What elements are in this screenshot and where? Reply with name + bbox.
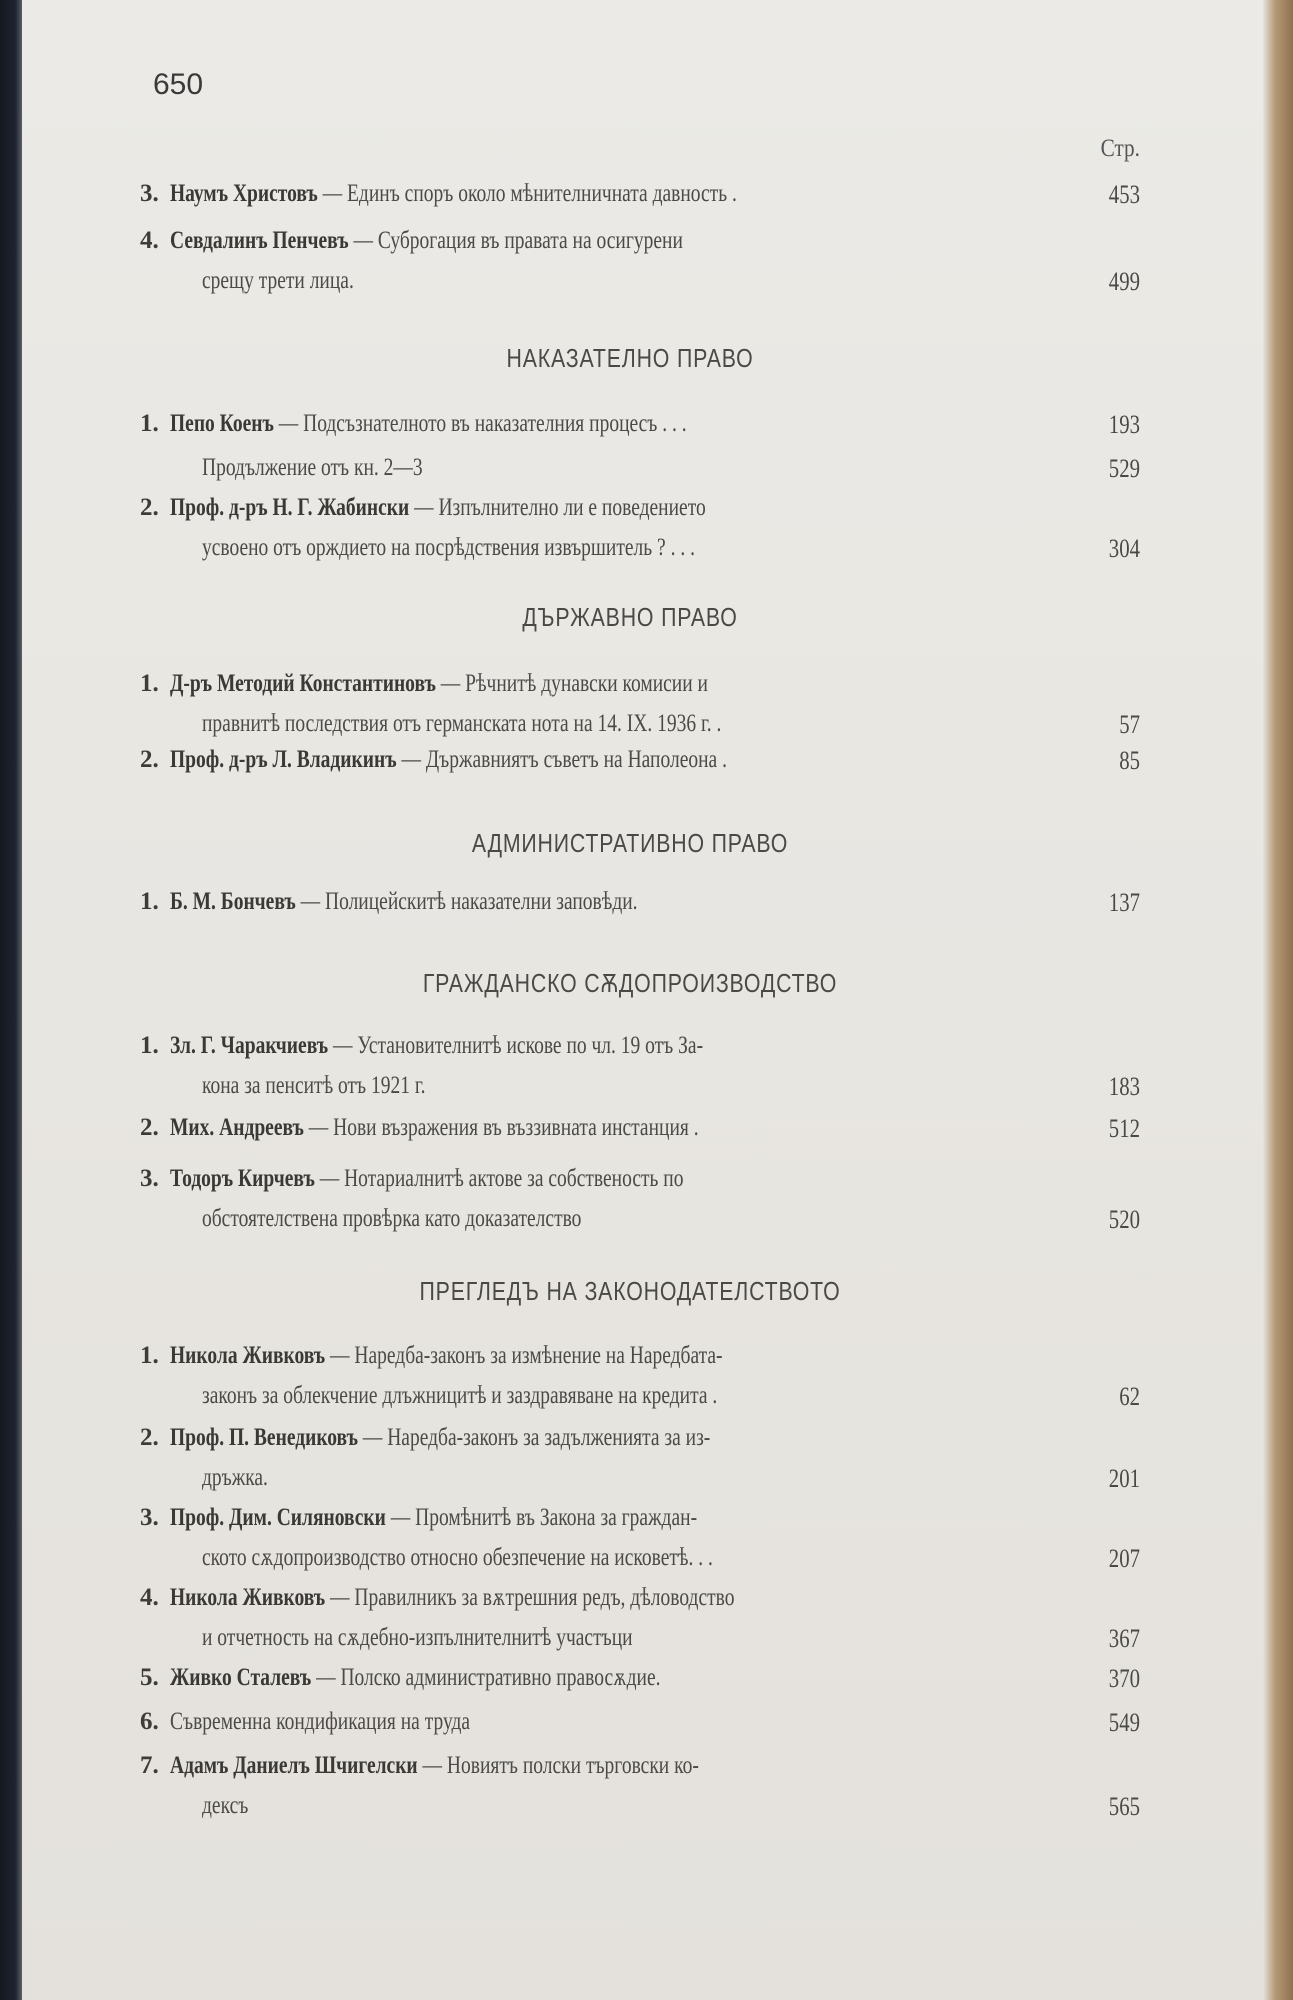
toc-entry-line <box>140 1664 1140 1704</box>
toc-entry-line <box>140 227 1140 267</box>
entry-text <box>170 1664 660 1692</box>
entry-text <box>202 1792 248 1820</box>
entry-author: Проф. Дим. Силяновски <box>170 1504 391 1531</box>
toc-entry-line <box>140 888 1140 928</box>
entry-text <box>202 1464 268 1492</box>
toc-entry[interactable] <box>140 1114 1140 1154</box>
entry-author: Д-ръ Методий Константиновъ <box>170 670 441 697</box>
entry-page-number: 137 <box>1108 888 1140 917</box>
toc-entry-line <box>140 180 1140 220</box>
entry-text <box>202 534 695 562</box>
toc-entry-line <box>140 410 1140 450</box>
section-title: ГРАЖДАНСКО СѪДОПРОИЗВОДСТВО <box>422 968 838 998</box>
entry-title: кона за пенситѣ отъ 1921 г. <box>202 1072 426 1099</box>
entry-page-number: 183 <box>1108 1072 1140 1101</box>
entry-page-number: 207 <box>1108 1544 1140 1573</box>
entry-text <box>170 1752 699 1780</box>
toc-entry-line <box>140 454 1140 494</box>
entry-text <box>170 494 706 522</box>
entry-text <box>170 227 683 255</box>
entry-text <box>170 670 708 698</box>
entry-text <box>202 1382 717 1410</box>
entry-number: 6. <box>140 1708 159 1735</box>
entry-number: 2. <box>140 1424 159 1451</box>
toc-entry-line <box>140 710 1140 750</box>
toc-entry[interactable] <box>140 227 1140 307</box>
toc-entry[interactable] <box>140 746 1140 786</box>
toc-entry-line <box>140 494 1140 534</box>
entry-page-number: 370 <box>1108 1664 1140 1693</box>
entry-title: обстоятелствена провѣрка като доказателство <box>202 1205 582 1232</box>
entry-page-number: 520 <box>1108 1205 1140 1234</box>
entry-number: 3. <box>140 1504 159 1531</box>
page-column-header: Стр. <box>1100 135 1140 162</box>
entry-text <box>202 1205 581 1233</box>
entry-page-number: 529 <box>1108 454 1140 483</box>
toc-entry[interactable] <box>140 1032 1140 1112</box>
entry-author: Зл. Г. Чаракчиевъ <box>170 1032 333 1059</box>
entry-page-number: 304 <box>1108 534 1140 563</box>
entry-title: дръжка. <box>202 1464 268 1491</box>
toc-entry[interactable] <box>140 180 1140 220</box>
entry-page-number: 512 <box>1108 1114 1140 1143</box>
toc-entry-line <box>140 1165 1140 1205</box>
toc-entry-line <box>140 670 1140 710</box>
entry-number: 4. <box>140 227 159 254</box>
toc-entry-line <box>140 1114 1140 1154</box>
entry-number: 1. <box>140 670 159 697</box>
entry-page-number: 453 <box>1108 180 1140 209</box>
entry-text <box>170 1708 470 1736</box>
toc-entry[interactable] <box>140 670 1140 750</box>
entry-text <box>170 1584 734 1612</box>
book-page-edge <box>1263 0 1293 2000</box>
entry-title: — Наредба-законъ за задълженията за из- <box>362 1424 711 1451</box>
entry-author: Тодоръ Кирчевъ <box>170 1165 320 1192</box>
entry-text <box>202 454 423 482</box>
entry-title: и отчетность на сѫдебно-изпълнителнитѣ участъци <box>202 1624 633 1651</box>
toc-entry[interactable] <box>140 1165 1140 1245</box>
toc-entry-line <box>140 267 1140 307</box>
entry-title: ското сѫдопроизводство относно обезпечение на исковетѣ. . . <box>202 1544 713 1571</box>
entry-author: Б. М. Бончевъ <box>170 888 301 915</box>
section-title: ДЪРЖАВНО ПРАВО <box>522 602 738 632</box>
entry-page-number: 57 <box>1119 710 1140 739</box>
entry-title: Продължение отъ кн. 2—3 <box>202 454 423 481</box>
entry-title: правнитѣ последствия отъ германската нота на 14. IX. 1936 г. . <box>202 710 722 737</box>
entry-text <box>202 267 354 295</box>
toc-entry[interactable] <box>140 888 1140 928</box>
entry-page-number: 193 <box>1108 410 1140 439</box>
entry-title: — Промѣнитѣ въ Закона за граждан- <box>390 1504 698 1531</box>
entry-author: Пепо Коенъ <box>170 410 279 437</box>
entry-author: Живко Сталевъ <box>170 1664 317 1691</box>
entry-number: 3. <box>140 1165 159 1192</box>
entry-page-number: 62 <box>1119 1382 1140 1411</box>
toc-entry-line <box>140 746 1140 786</box>
toc-entry-line <box>140 1504 1140 1544</box>
toc-entry[interactable] <box>140 1752 1140 1832</box>
entry-title: — Новиятъ полски търговски ко- <box>422 1752 699 1779</box>
entry-title: — Изпълнително ли е поведението <box>414 494 706 521</box>
entry-text <box>202 1544 713 1572</box>
page-number: 650 <box>153 68 204 101</box>
entry-title: срещу трети лица. <box>202 267 354 294</box>
entry-text <box>170 1342 723 1370</box>
toc-entry-line <box>140 1708 1140 1748</box>
toc-entry[interactable] <box>140 454 1140 494</box>
entry-number: 1. <box>140 410 159 437</box>
entry-text <box>170 1114 699 1142</box>
toc-entry[interactable] <box>140 1424 1140 1504</box>
entry-title: — Нови възражения въ въззивната инстанция . <box>308 1114 699 1141</box>
section-title: АДМИНИСТРАТИВНО ПРАВО <box>471 828 789 858</box>
entry-text <box>170 410 687 438</box>
section-title: ПРЕГЛЕДЪ НА ЗАКОНОДАТЕЛСТВОТО <box>419 1276 841 1306</box>
book-spine-shadow <box>0 0 22 2000</box>
entry-title: — Рѣчнитѣ дунавски комисии и <box>440 670 708 697</box>
entry-text <box>202 1624 633 1652</box>
entry-number: 7. <box>140 1752 159 1779</box>
toc-entry-line <box>140 1205 1140 1245</box>
entry-title: — Държавниятъ съветъ на Наполеона . <box>401 746 727 773</box>
entry-number: 1. <box>140 888 159 915</box>
toc-entry-line <box>140 1342 1140 1382</box>
entry-page-number: 549 <box>1108 1708 1140 1737</box>
entry-title: — Суброгация въ правата на осигурени <box>353 227 683 254</box>
entry-author: Проф. П. Венедиковъ <box>170 1424 363 1451</box>
toc-entry[interactable] <box>140 1504 1140 1584</box>
toc-entry-line <box>140 1752 1140 1792</box>
toc-entry-line <box>140 534 1140 574</box>
entry-title: Съвременна кондификация на труда <box>170 1708 471 1735</box>
entry-author: Наумъ Христовъ <box>170 180 323 207</box>
entry-title: — Единъ споръ около мѣнителничната давность . <box>322 180 737 207</box>
entry-number: 2. <box>140 1114 159 1141</box>
entry-number: 4. <box>140 1584 159 1611</box>
toc-entry-line <box>140 1382 1140 1422</box>
entry-text <box>170 888 638 916</box>
toc-entry-line <box>140 1624 1140 1664</box>
entry-number: 1. <box>140 1032 159 1059</box>
entry-page-number: 499 <box>1108 267 1140 296</box>
entry-number: 3. <box>140 180 159 207</box>
toc-entry-line <box>140 1544 1140 1584</box>
entry-text <box>170 1165 683 1193</box>
toc-entry[interactable] <box>140 1342 1140 1422</box>
entry-title: — Полицейскитѣ наказателни заповѣди. <box>300 888 638 915</box>
entry-text <box>170 1032 703 1060</box>
toc-entry[interactable] <box>140 494 1140 574</box>
toc-entry[interactable] <box>140 1708 1140 1748</box>
entry-page-number: 367 <box>1108 1624 1140 1653</box>
entry-author: Никола Живковъ <box>170 1342 331 1369</box>
entry-text <box>202 1072 426 1100</box>
entry-title: — Установителнитѣ искове по чл. 19 отъ За- <box>332 1032 704 1059</box>
entry-page-number: 565 <box>1108 1792 1140 1821</box>
entry-page-number: 85 <box>1119 746 1140 775</box>
entry-page-number: 201 <box>1108 1464 1140 1493</box>
entry-number: 2. <box>140 494 159 521</box>
toc-entry-line <box>140 1032 1140 1072</box>
entry-number: 2. <box>140 746 159 773</box>
entry-author: Севдалинъ Пенчевъ <box>170 227 354 254</box>
entry-author: Проф. д-ръ Н. Г. Жабински <box>170 494 415 521</box>
toc-entry[interactable] <box>140 1584 1140 1664</box>
entry-title: законъ за облекчение длъжницитѣ и заздравяване на кредита . <box>202 1382 718 1409</box>
entry-title: усвоено отъ орждието на посрѣдствения извършитель ? . . . <box>202 534 695 561</box>
entry-text <box>170 180 737 208</box>
entry-author: Адамъ Даниелъ Шчигелски <box>170 1752 423 1779</box>
entry-title: — Подсъзнателното въ наказателния процесъ . . . <box>278 410 687 437</box>
entry-title: — Наредба-законъ за измѣнение на Наредбата- <box>330 1342 723 1369</box>
entry-author: Мих. Андреевъ <box>170 1114 309 1141</box>
toc-entry-line <box>140 1072 1140 1112</box>
entry-author: Никола Живковъ <box>170 1584 331 1611</box>
entry-text <box>170 1424 710 1452</box>
entry-text <box>170 1504 697 1532</box>
toc-entry-line <box>140 1424 1140 1464</box>
toc-entry-line <box>140 1792 1140 1832</box>
section-title: НАКАЗАТЕЛНО ПРАВО <box>506 343 754 373</box>
entry-title: — Полско административно правосѫдие. <box>316 1664 661 1691</box>
entry-title: — Нотариалнитѣ актове за собственость по <box>319 1165 684 1192</box>
entry-text <box>170 746 727 774</box>
entry-number: 5. <box>140 1664 159 1691</box>
toc-entry-line <box>140 1584 1140 1624</box>
entry-number: 1. <box>140 1342 159 1369</box>
entry-title: дексъ <box>202 1792 249 1819</box>
toc-entry[interactable] <box>140 1664 1140 1704</box>
entry-text <box>202 710 721 738</box>
entry-author: Проф. д-ръ Л. Владикинъ <box>170 746 402 773</box>
toc-entry-line <box>140 1464 1140 1504</box>
entry-title: — Правилникъ за вѫтрешния редъ, дѣловодство <box>330 1584 735 1611</box>
toc-entry[interactable] <box>140 410 1140 450</box>
